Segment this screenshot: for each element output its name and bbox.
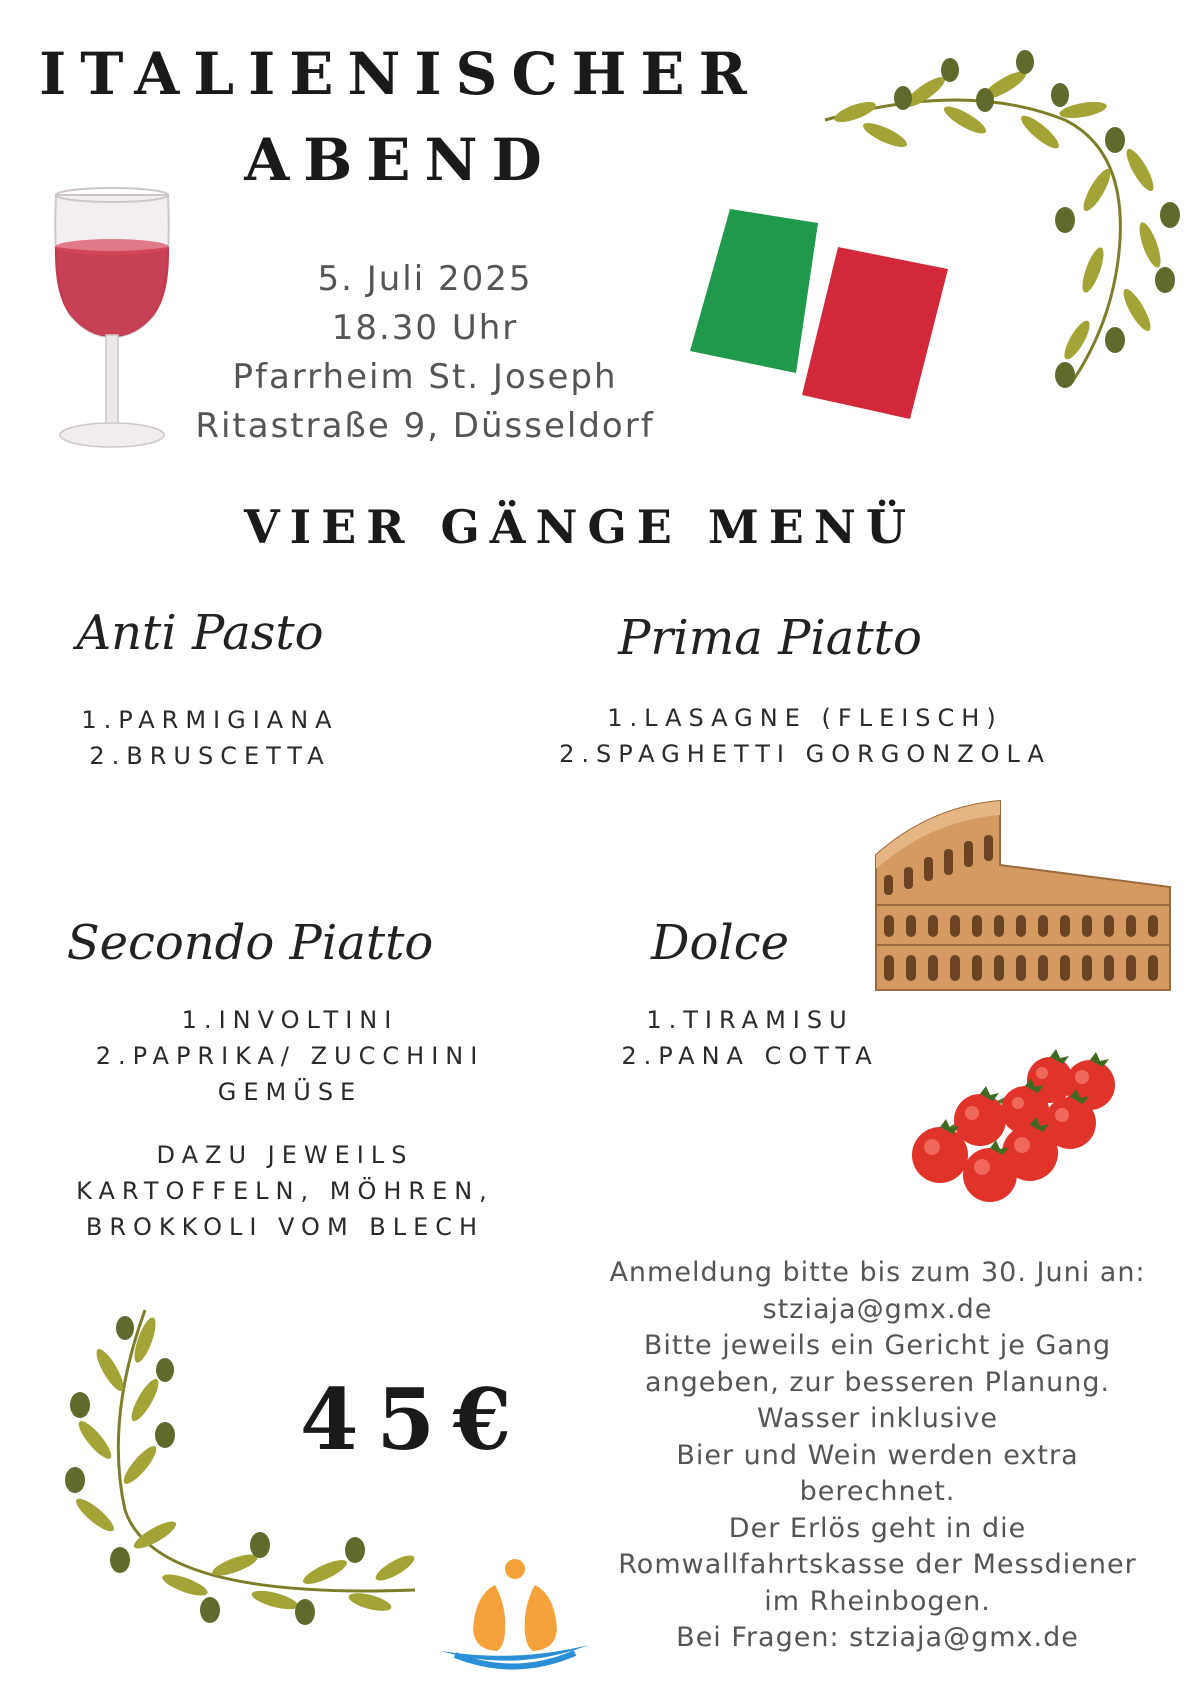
dish-item: 2.BRUSCETTA [89,742,331,770]
menu-title: VIER GÄNGE MENÜ [243,500,917,554]
course-prima-piatto-title: Prima Piatto [618,610,922,666]
colosseum-icon [870,795,1180,1000]
registration-info [560,1255,1195,1657]
dish-item: 1.PARMIGIANA [81,706,339,734]
title-line-2: ABEND [244,126,556,194]
info-line: Romwallfahrtskasse der Messdiener [618,1549,1137,1580]
course-prima-piatto-dishes [500,700,1110,772]
event-time: 18.30 Uhr [331,308,519,348]
dish-item: 2.PANA COTTA [621,1042,879,1070]
info-line: Bitte jeweils ein Gericht je Gang [643,1330,1112,1361]
info-line: Anmeldung bitte bis zum 30. Juni an: [609,1257,1146,1288]
dish-item: GEMÜSE [217,1078,363,1106]
dish-item: 1.INVOLTINI [181,1006,399,1034]
sides-line: BROKKOLI VOM BLECH [85,1213,485,1241]
sides-line: DAZU JEWEILS [156,1141,414,1169]
event-venue: Pfarrheim St. Joseph [232,357,618,397]
dish-item: 2.PAPRIKA/ ZUCCHINI [95,1042,485,1070]
info-line: stziaja@gmx.de [762,1293,993,1325]
dish-item: 2.SPAGHETTI GORGONZOLA [559,740,1051,768]
course-anti-pasto-title: Anti Pasto [76,605,324,661]
info-line: Der Erlös geht in die [728,1512,1027,1544]
info-line: Bier und Wein werden extra [676,1439,1079,1471]
info-line: berechnet. [799,1476,956,1507]
info-line: im Rheinbogen. [764,1585,991,1617]
sides-line: KARTOFFELN, MÖHREN, [76,1177,494,1205]
event-details [165,255,685,451]
event-date: 5. Juli 2025 [317,259,533,299]
parish-logo-icon [435,1555,595,1675]
event-address: Ritastraße 9, Düsseldorf [195,406,655,446]
tomatoes-icon [900,1045,1140,1215]
dish-item: 1.LASAGNE (FLEISCH) [607,704,1003,732]
page-title [30,40,770,194]
info-line: Bei Fragen: stziaja@gmx.de [676,1622,1079,1653]
info-line: angeben, zur besseren Planung. [644,1366,1111,1398]
course-anti-pasto-dishes [40,702,380,774]
course-dolce-dishes [580,1002,920,1074]
dish-item: 1.TIRAMISU [646,1006,854,1034]
course-secondo-piatto-dishes [30,1002,550,1110]
title-line-1: ITALIENISCHER [39,40,761,108]
wine-glass-icon [48,185,178,455]
olive-branch-icon [815,40,1195,400]
price: 45€ [300,1370,530,1469]
info-line: Wasser inklusive [757,1403,998,1434]
course-dolce-title: Dolce [650,915,790,971]
course-secondo-piatto-title: Secondo Piatto [66,915,434,971]
sides-note [10,1137,560,1245]
